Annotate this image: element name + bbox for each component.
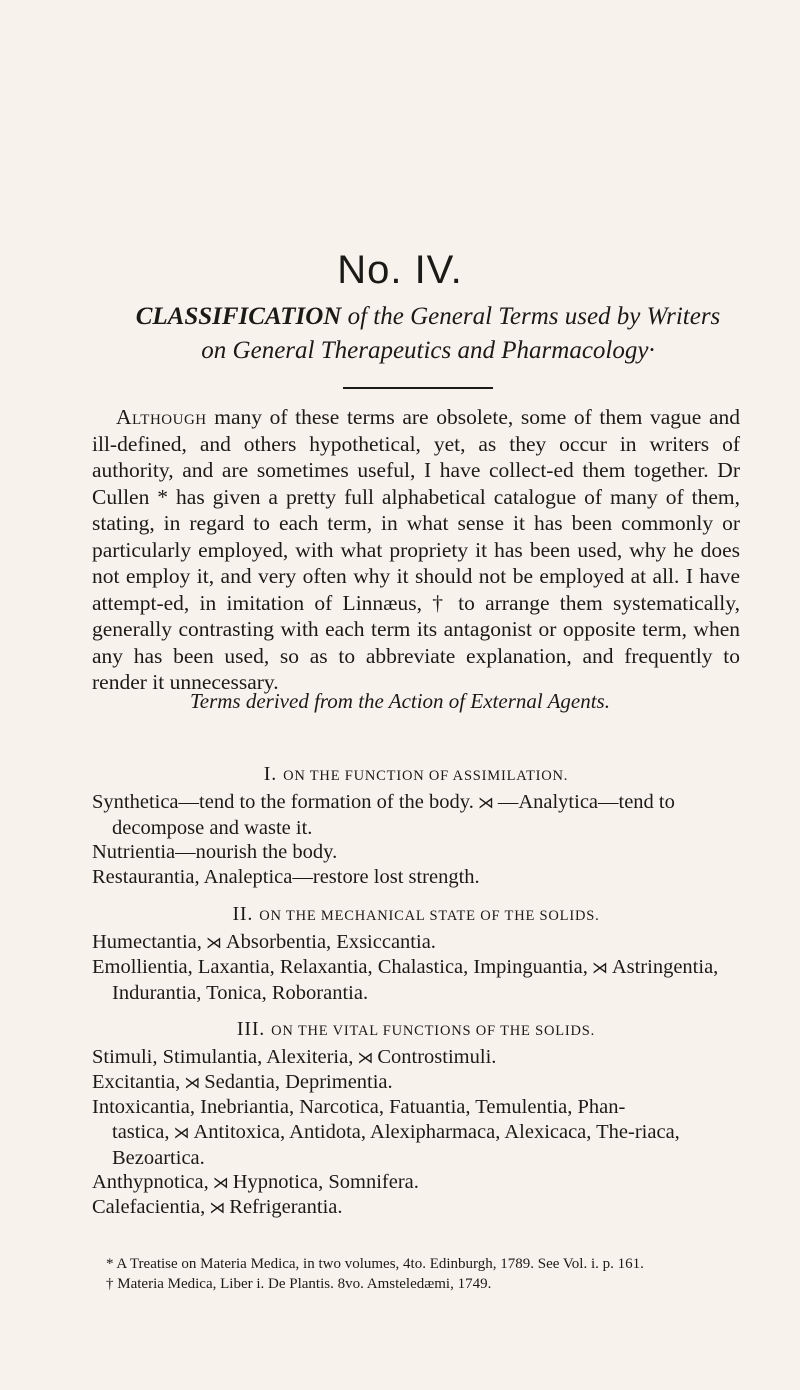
opposite-symbol: ⋊: [357, 1050, 374, 1067]
footnote-1: * A Treatise on Materia Medica, in two volumes, 4to. Edinburgh, 1789. See Vol. i. p. 161.: [106, 1256, 644, 1272]
intro-body: many of these terms are obsolete, some of them vague and ill-defined, and others hypothetical, yet, as they occur in writers of authority, and are sometimes useful, I have collect-ed them together. Dr Cullen * has given a pretty full alphabetical catalogue of many of them, stating, in regard to each term, in what sense it has been commonly or particularly employed, with what propriety it has been used, why he does not employ it, and very often why it should not be employed at all. I have attempt-ed, in imitation of Linnæus, † to arrange them systematically, generally contrasting with each term its antagonist or opposite term, when any has been used, so as to abbreviate explanation, and frequently to render it unnecessary.: [92, 405, 740, 694]
section-heading-2: II. ON THE MECHANICAL STATE OF THE SOLIDS.: [232, 903, 600, 925]
entry-line: Intoxicantia, Inebriantia, Narcotica, Fatuantia, Temulentia, Phan-tastica, ⋊ Antitoxica, Antidota, Alexipharmaca, Alexicaca, The-riaca, Bezoartica.: [92, 1096, 680, 1169]
title-main: CLASSIFICATION: [135, 303, 342, 330]
document-title: [128, 300, 728, 368]
opposite-symbol: ⋊: [205, 935, 222, 952]
entry-line: Anthypnotica, ⋊ Hypnotica, Somnifera.: [92, 1171, 419, 1193]
footnote-2: † Materia Medica, Liber i. De Plantis. 8vo. Amsteledæmi, 1749.: [106, 1276, 492, 1292]
intro-paragraph: [92, 404, 740, 696]
opposite-symbol: ⋊: [209, 1200, 226, 1217]
entry-line: Emollientia, Laxantia, Relaxantia, Chalastica, Impinguantia, ⋊ Astringentia, Indurantia, Tonica, Roborantia.: [92, 956, 719, 1004]
title-divider: [343, 387, 493, 389]
entry-line: Synthetica—tend to the formation of the body. ⋊ —Analytica—tend to decompose and waste it.: [92, 791, 675, 839]
appendix-number: No. IV.: [337, 248, 463, 292]
opposite-symbol: ⋊: [477, 795, 494, 812]
section-heading-3: III. ON THE VITAL FUNCTIONS OF THE SOLIDS.: [236, 1018, 596, 1040]
entry-line: Humectantia, ⋊ Absorbentia, Exsiccantia.: [92, 931, 436, 953]
opposite-symbol: ⋊: [212, 1175, 229, 1192]
title-rest: of the General Terms used by Writers: [347, 303, 721, 330]
opposite-symbol: ⋊: [591, 960, 608, 977]
title-line-two: on General Therapeutics and Pharmacology·: [201, 337, 655, 364]
entry-line: Calefacientia, ⋊ Refrigerantia.: [92, 1196, 343, 1218]
intro-lead-word: Although: [116, 405, 207, 429]
opposite-symbol: ⋊: [173, 1125, 190, 1142]
section-heading-1: I. ON THE FUNCTION OF ASSIMILATION.: [263, 763, 569, 785]
entry-line: Stimuli, Stimulantia, Alexiteria, ⋊ Controstimuli.: [92, 1046, 497, 1068]
entry-line: Restaurantia, Analeptica—restore lost strength.: [92, 866, 480, 888]
section-subheading: Terms derived from the Action of External Agents.: [190, 689, 610, 713]
footnotes: [92, 1255, 740, 1295]
entry-line: Nutrientia—nourish the body.: [92, 841, 338, 863]
opposite-symbol: ⋊: [184, 1075, 201, 1092]
entry-line: Excitantia, ⋊ Sedantia, Deprimentia.: [92, 1071, 393, 1093]
